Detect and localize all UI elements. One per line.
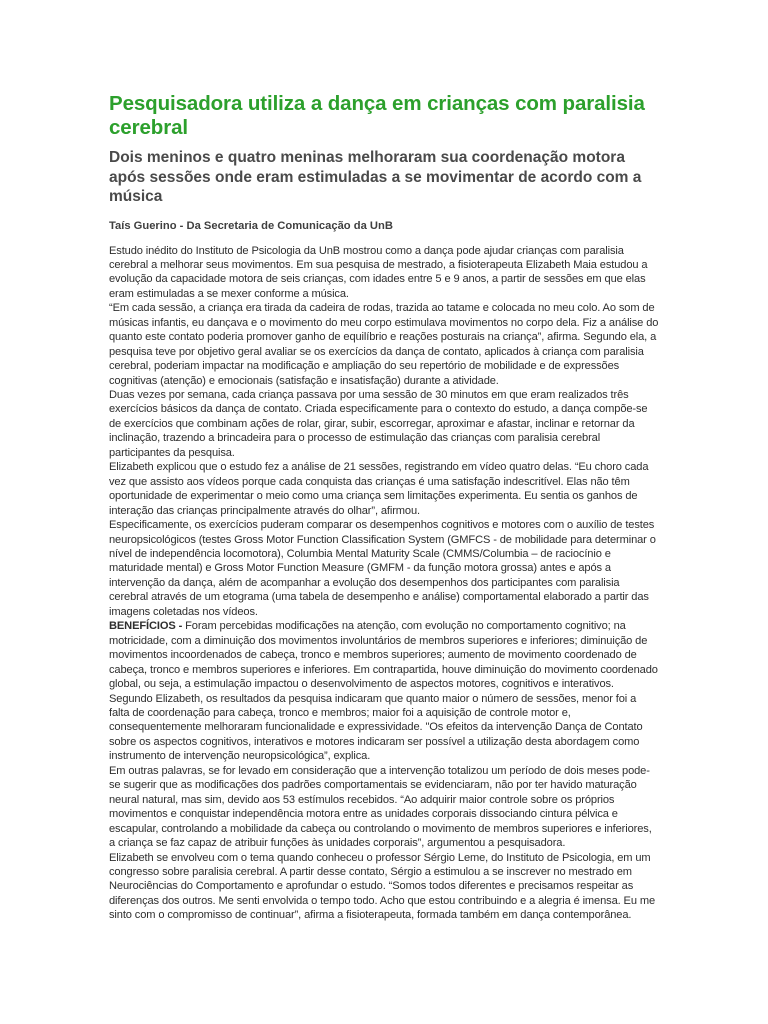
benefits-text: Foram percebidas modificações na atenção, com evolução no comportamento cognitivo; na motricidade, com a diminuição dos movimentos involuntários de membros superiores e inferiores; diminuição de movimentos incoordenados de cabeça, tronco e membros superiores; aumento de movimento coordenado de cabeça, tronco e membros superiores e inferiores. Em contrapartida, houve diminuição do movimento coordenado global, ou seja, a estimulação impactou o desenvolvimento de aspectos motores, cognitivos e interativos. bbox=[109, 620, 658, 691]
article-byline: Taís Guerino - Da Secretaria de Comunicação da UnB bbox=[109, 219, 393, 232]
paragraph: Duas vezes por semana, cada criança passava por uma sessão de 30 minutos em que eram realizados três exercícios básicos da dança de contato. Criada especificamente para o contexto do estudo, a dança compõe-se de exercícios que combinam ações de rolar, girar, subir, escorregar, aproximar e afastar, inclinar e retornar da inclinação, trazendo a brincadeira para o processo de estimulação das crianças com paralisia cerebral participantes da pesquisa. bbox=[109, 389, 648, 459]
article-body bbox=[109, 244, 659, 923]
paragraph: Segundo Elizabeth, os resultados da pesquisa indicaram que quanto maior o número de sessões, menor foi a falta de coordenação para cabeça, tronco e membros; maior foi a aquisição de controle motor e, consequentemente melhoraram funcionalidade e expressividade. "Os efeitos da intervenção Dança de Contato sobre os aspectos cognitivos, interativos e motores indicaram ser possível a utilização desta abordagem como instrumento de intervenção neuropsicológica”, explica. bbox=[109, 692, 643, 763]
paragraph-benefits bbox=[109, 619, 659, 691]
article-subtitle: Dois meninos e quatro meninas melhoraram sua coordenação motora após sessões onde eram estimuladas a se movimentar de acordo com a música bbox=[109, 149, 642, 205]
paragraph: Elizabeth explicou que o estudo fez a análise de 21 sessões, registrando em vídeo quatro delas. “Eu choro cada vez que assisto aos vídeos porque cada conquista das crianças é uma satisfação indescritível. Elas não têm oportunidade de experimentar o meio como uma criança sem limitações experimenta. Eu sentia os ganhos de interação das crianças principalmente através do olhar”, afirmou. bbox=[109, 461, 649, 517]
paragraph: Especificamente, os exercícios puderam comparar os desempenhos cognitivos e motores com o auxílio de testes neuropsicológicos (testes Gross Motor Function Classification System (GMFCS - de mobilidade para determinar o nível de independência locomotora), Columbia Mental Maturity Scale (CMMS/Columbia – de raciocínio e maturidade mental) e Gross Motor Function Measure (GMFM - da função motora grossa) antes e após a intervenção da dança, além de acompanhar a evolução dos desempenhos dos participantes com paralisia cerebral através de um etograma (uma tabela de desempenho e análise) comportamental elaborado a partir das imagens coletadas nos vídeos. bbox=[109, 519, 656, 618]
paragraph: Estudo inédito do Instituto de Psicologia da UnB mostrou como a dança pode ajudar crianças com paralisia cerebral a melhorar seus movimentos. Em sua pesquisa de mestrado, a fisioterapeuta Elizabeth Maia estudou a evolução da capacidade motora de seis crianças, com idades entre 5 e 9 anos, a partir de sessões em que elas eram estimuladas a se mexer conforme a música. bbox=[109, 244, 648, 300]
benefits-label: BENEFÍCIOS - bbox=[109, 620, 183, 633]
paragraph: “Em cada sessão, a criança era tirada da cadeira de rodas, trazida ao tatame e colocada no meu colo. Ao som de músicas infantis, eu dançava e o movimento do meu corpo estimulava movimentos no corpo dela. Fiz a análise do quanto este contato poderia promover ganho de equilíbrio e reações posturais na criança”, afirma. Segundo ela, a pesquisa teve por objetivo geral avaliar se os exercícios da dança de contato, aplicados à criança com paralisia cerebral, poderiam impactar na modificação e ampliação do seu repertório de mobilidade e de expressões cognitivas (atenção) e emocionais (satisfação e insatisfação) durante a atividade. bbox=[109, 302, 659, 387]
paragraph: Elizabeth se envolveu com o tema quando conheceu o professor Sérgio Leme, do Instituto de Psicologia, em um congresso sobre paralisia cerebral. A partir desse contato, Sérgio a estimulou a se inscrever no mestrado em Neurociências do Comportamento e aprofundar o estudo. “Somos todos diferentes e precisamos respeitar as diferenças dos outros. Me senti envolvida o tempo todo. Acho que estou contribuindo e a alegria é imensa. Eu me sinto com o compromisso de continuar”, afirma a fisioterapeuta, formada também em dança contemporânea. bbox=[109, 851, 656, 922]
article-title: Pesquisadora utiliza a dança em crianças com paralisia cerebral bbox=[109, 92, 645, 139]
article bbox=[109, 92, 659, 923]
paragraph: Em outras palavras, se for levado em consideração que a intervenção totalizou um período de dois meses pode-se sugerir que as modificações dos padrões comportamentais se evidenciaram, não por ter havido maturação neural natural, mas sim, devido aos 53 estímulos recebidos. “Ao adquirir maior controle sobre os próprios movimentos e conquistar independência motora entre as unidades corporais dissociando cintura pélvica e escapular, controlando a mobilidade da cabeça ou controlando o movimento de membros superiores e inferiores, a criança se faz capaz de atribuir funções às unidades corporais”, argumentou a pesquisadora. bbox=[109, 764, 652, 850]
